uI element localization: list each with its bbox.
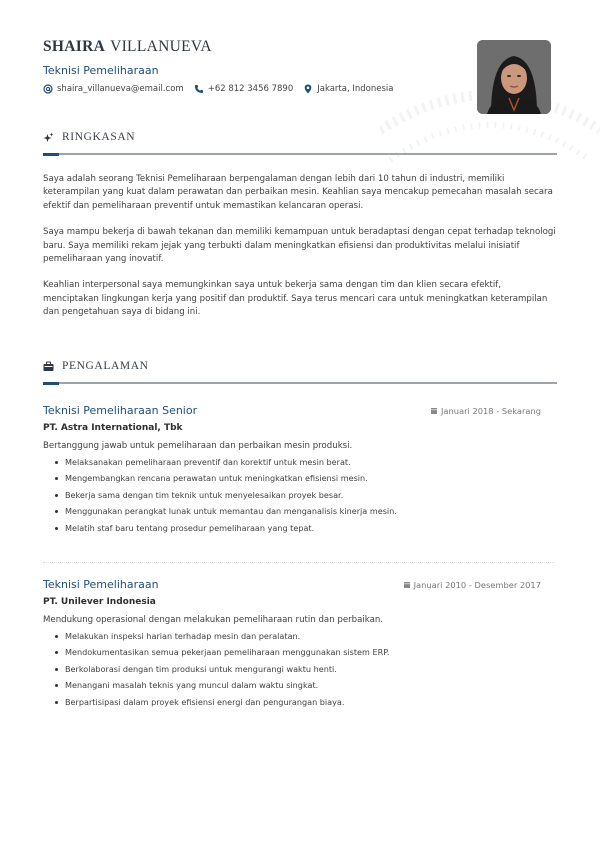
list-item	[55, 677, 557, 693]
bullet-text: Bekerja sama dengan tim teknik untuk menyelesaikan proyek besar.	[65, 489, 344, 500]
list-item	[55, 520, 557, 536]
job-date	[431, 406, 541, 416]
bullet-icon	[55, 701, 58, 704]
sparkle-icon	[43, 132, 54, 143]
bullet-text: Berpartisipasi dalam proyek efisiensi energi dan pengurangan biaya.	[65, 696, 345, 707]
job-role: Teknisi Pemeliharaan	[43, 578, 159, 591]
bullet-text: Mendokumentasikan semua pekerjaan pemeliharaan menggunakan sistem ERP.	[65, 647, 390, 658]
summary-section-header	[43, 131, 557, 155]
section-divider	[43, 382, 557, 384]
experience-section-title: PENGALAMAN	[62, 360, 149, 372]
summary-paragraph: Saya mampu bekerja di bawah tekanan dan memiliki kemampuan untuk beradaptasi dengan cepat terhadap teknologi baru. Saya memiliki rekam jejak yang terbukti dalam meningkatkan efisiensi dan produktivitas melalui inisiatif pemeliharaan yang inovatif.	[43, 227, 556, 265]
bullet-icon	[55, 527, 58, 530]
briefcase-icon	[43, 361, 54, 372]
divider-accent	[43, 153, 59, 156]
company-name: PT. Astra International, Tbk	[43, 423, 183, 433]
list-item	[55, 644, 557, 660]
bullet-icon	[55, 494, 58, 497]
experience-section-header	[43, 360, 557, 384]
job-bullet-list	[43, 454, 557, 536]
bullet-text: Melaksanakan pemeliharaan preventif dan korektif untuk mesin berat.	[65, 457, 351, 467]
company-name: PT. Unilever Indonesia	[43, 597, 156, 607]
profile-photo	[477, 40, 551, 114]
job-bullet-list	[43, 628, 557, 710]
candidate-job-title: Teknisi Pemeliharaan	[43, 64, 159, 77]
job-date-text: Januari 2018 - Sekarang	[440, 406, 541, 416]
job-role: Teknisi Pemeliharaan Senior	[43, 404, 198, 417]
last-name: VILLANUEVA	[110, 38, 212, 55]
list-item	[55, 454, 557, 470]
contact-phone[interactable]	[194, 84, 294, 94]
bullet-icon	[55, 668, 58, 671]
list-item	[55, 628, 557, 644]
candidate-name	[43, 38, 212, 56]
section-divider	[43, 153, 557, 155]
job-date	[404, 580, 541, 590]
bullet-text: Menangani masalah teknis yang muncul dalam waktu singkat.	[65, 680, 319, 691]
list-item	[55, 503, 557, 519]
list-item	[55, 470, 557, 486]
bullet-text: Menggunakan perangkat lunak untuk memantau dan menganalisis kinerja mesin.	[65, 506, 397, 517]
calendar-icon	[431, 408, 437, 414]
portrait-image	[477, 40, 551, 114]
job-date-text: Januari 2010 - Desember 2017	[413, 580, 541, 590]
bullet-icon	[55, 510, 58, 513]
bullet-text: Mengembangkan rencana perawatan untuk meningkatkan efisiensi mesin.	[65, 473, 368, 484]
at-icon	[43, 84, 53, 94]
contact-email[interactable]	[43, 84, 184, 94]
bullet-text: Melatih staf baru tentang prosedur pemeliharaan yang tepat.	[65, 522, 315, 533]
list-item	[55, 661, 557, 677]
location-text: Jakarta, Indonesia	[317, 84, 394, 94]
contact-info	[43, 84, 403, 94]
contact-location	[303, 84, 393, 94]
bullet-icon	[55, 651, 58, 654]
first-name: SHAIRA	[43, 38, 106, 55]
email-text: shaira_villanueva@email.com	[57, 84, 184, 94]
summary-paragraph: Saya adalah seorang Teknisi Pemeliharaan berpengalaman dengan lebih dari 10 tahun di industri, memiliki keterampilan yang kuat dalam perawatan dan perbaikan mesin. Keahlian saya mencakup pemecahan masalah secara efektif dan pemeliharaan preventif untuk memastikan kelancaran operasi.	[43, 174, 553, 211]
phone-text: +62 812 3456 7890	[207, 84, 294, 94]
summary-section-title: RINGKASAN	[62, 131, 136, 143]
location-pin-icon	[303, 84, 313, 94]
bullet-icon	[55, 477, 58, 480]
experience-entry	[43, 404, 557, 536]
job-description: Mendukung operasional dengan melakukan pemeliharaan rutin dan perbaikan.	[43, 615, 384, 625]
job-description: Bertanggung jawab untuk pemeliharaan dan perbaikan mesin produksi.	[43, 441, 353, 451]
bullet-icon	[55, 461, 58, 464]
calendar-icon	[404, 582, 410, 588]
experience-entry	[43, 578, 557, 710]
list-item	[55, 694, 557, 710]
summary-text	[43, 173, 559, 333]
summary-paragraph: Keahlian interpersonal saya memungkinkan saya untuk bekerja sama dengan tim dan klien secara efektif, menciptakan lingkungan kerja yang positif dan produktif. Saya terus mencari cara untuk meningkatkan keterampilan dan pengetahuan saya di bidang ini.	[43, 280, 548, 318]
divider-accent	[43, 382, 59, 385]
bullet-text: Melakukan inspeksi harian terhadap mesin dan peralatan.	[65, 631, 301, 641]
bullet-text: Berkolaborasi dengan tim produksi untuk mengurangi waktu henti.	[65, 663, 337, 674]
entry-divider	[43, 562, 555, 563]
list-item	[55, 487, 557, 503]
phone-icon	[194, 84, 204, 94]
bullet-icon	[55, 684, 58, 687]
bullet-icon	[55, 635, 58, 638]
